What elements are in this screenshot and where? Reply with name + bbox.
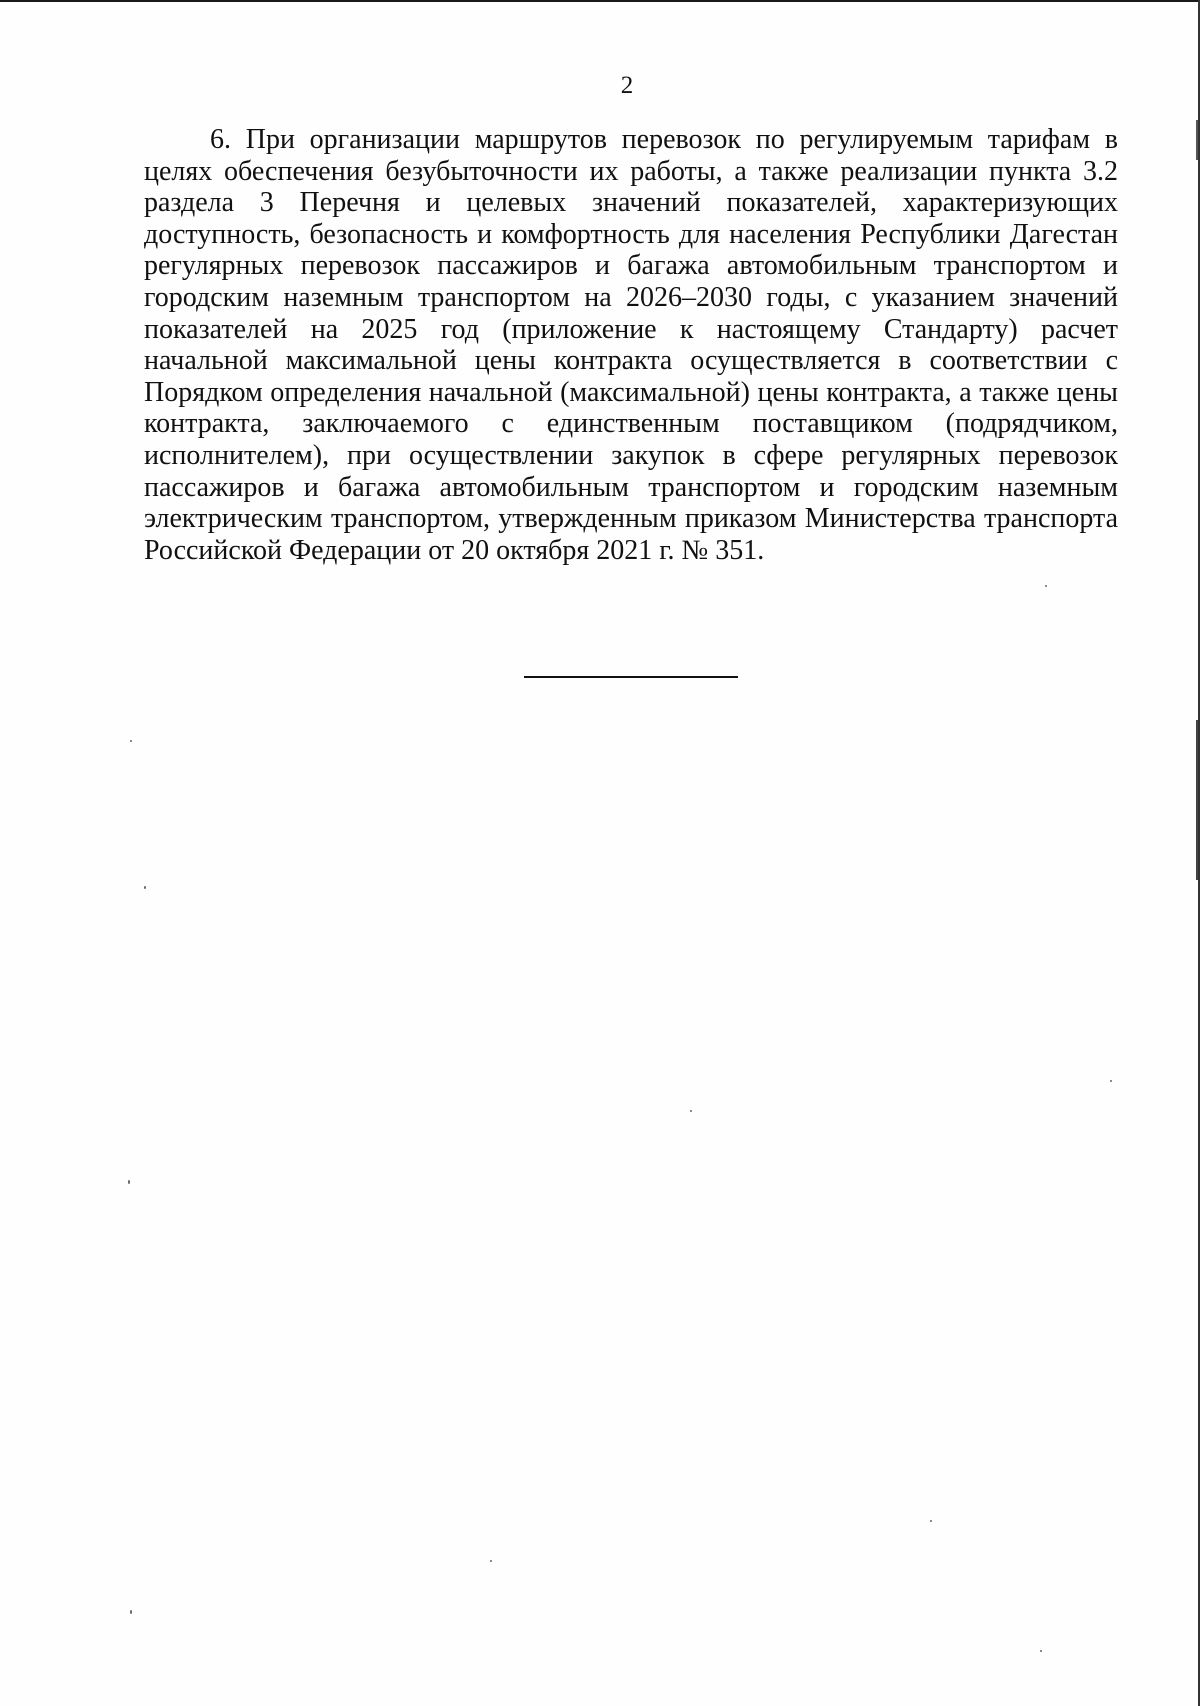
scan-speck bbox=[1040, 1650, 1042, 1652]
scan-speck bbox=[130, 740, 132, 742]
scan-edge-top bbox=[0, 0, 1200, 2]
scan-speck bbox=[490, 1560, 492, 1562]
scan-edge-mark bbox=[1196, 720, 1198, 880]
scan-edge-mark bbox=[1196, 120, 1198, 160]
scan-speck bbox=[1045, 585, 1047, 587]
scan-speck bbox=[130, 1610, 132, 1614]
scan-speck bbox=[930, 1520, 932, 1522]
scan-speck bbox=[144, 886, 146, 889]
end-separator-line bbox=[524, 676, 738, 678]
scan-speck bbox=[690, 1110, 692, 1112]
page-number: 2 bbox=[620, 72, 634, 99]
scan-speck bbox=[128, 1180, 130, 1184]
paragraph-6: 6. При организации маршрутов перевозок по регулируемым тарифам в целях обеспечения безубыточности их работы, а также реализации пункта 3.2 раздела 3 Перечня и целевых значений показателей, характеризующих доступность, безопасность и комфортность для населения Республики Дагестан регулярных перевозок пассажиров и багажа автомобильным транспортом и городским наземным транспортом на 2026–2030 годы, с указанием значений показателей на 2025 год (приложение к настоящему Стандарту) расчет начальной максимальной цены контракта осуществляется в соответствии с Порядком определения начальной (максимальной) цены контракта, а также цены контракта, заключаемого с единственным поставщиком (подрядчиком, исполнителем), при осуществлении закупок в сфере регулярных перевозок пассажиров и багажа автомобильным транспортом и городским наземным электрическим транспортом, утвержденным приказом Министерства транспорта Российской Федерации от 20 октября 2021 г. № 351. bbox=[144, 124, 1118, 566]
scan-speck bbox=[1110, 1080, 1112, 1082]
